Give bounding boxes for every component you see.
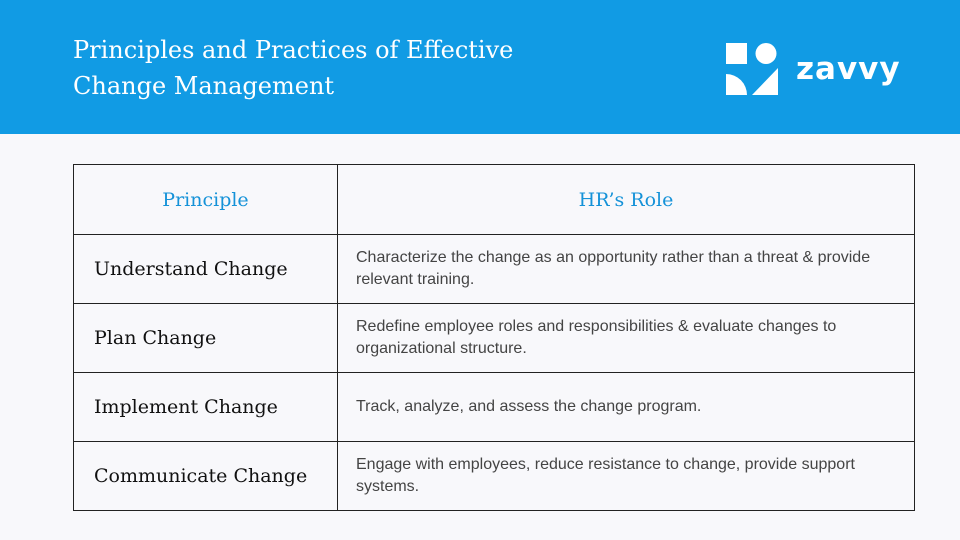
role-cell: Engage with employees, reduce resistance to change, provide support systems. [338, 442, 915, 511]
zavvy-logo-icon [726, 43, 778, 95]
table-row [74, 442, 915, 511]
table-row [74, 304, 915, 373]
role-cell: Characterize the change as an opportunity rather than a threat & provide relevant training. [338, 235, 915, 304]
zavvy-logo [726, 43, 916, 95]
page-title [73, 32, 593, 104]
principle-cell: Implement Change [74, 373, 338, 442]
role-cell: Track, analyze, and assess the change program. [338, 373, 915, 442]
page-title-line-1: Principles and Practices of Effective [73, 36, 514, 64]
table-row [74, 235, 915, 304]
role-cell: Redefine employee roles and responsibilities & evaluate changes to organizational structure. [338, 304, 915, 373]
column-header-hr-role: HR’s Role [338, 165, 915, 235]
page-title-line-2: Change Management [73, 72, 335, 100]
principle-cell: Understand Change [74, 235, 338, 304]
table-row [74, 373, 915, 442]
principles-table-container [73, 164, 914, 511]
column-header-principle: Principle [74, 165, 338, 235]
brand-name: zavvy [796, 51, 901, 87]
principles-table [73, 164, 915, 511]
principle-cell: Communicate Change [74, 442, 338, 511]
header-banner [0, 0, 960, 134]
principle-cell: Plan Change [74, 304, 338, 373]
table-header-row [74, 165, 915, 235]
